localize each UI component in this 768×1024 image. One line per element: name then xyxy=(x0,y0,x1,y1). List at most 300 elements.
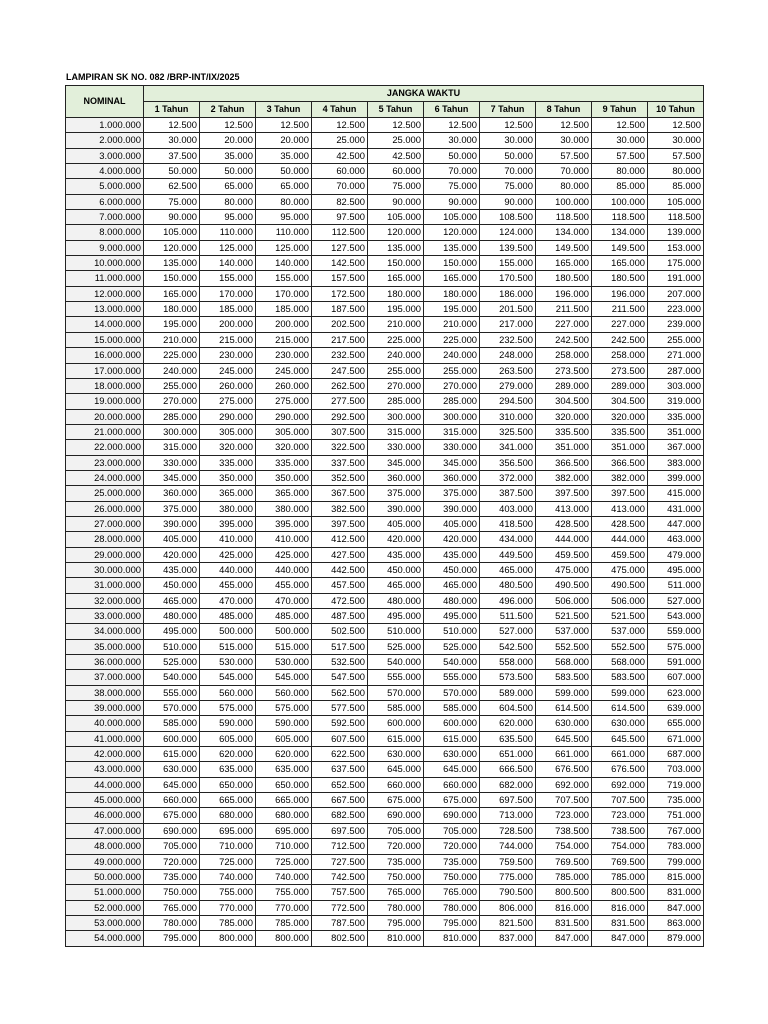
fee-cell: 511.500 xyxy=(480,609,536,624)
fee-cell: 521.500 xyxy=(592,609,648,624)
fee-cell: 725.000 xyxy=(200,854,256,869)
fee-cell: 90.000 xyxy=(424,194,480,209)
fee-cell: 558.000 xyxy=(480,655,536,670)
nominal-cell: 41.000.000 xyxy=(66,731,144,746)
fee-cell: 351.000 xyxy=(648,424,704,439)
fee-cell: 273.500 xyxy=(536,363,592,378)
nominal-cell: 30.000.000 xyxy=(66,562,144,577)
fee-cell: 277.500 xyxy=(312,394,368,409)
fee-cell: 810.000 xyxy=(368,931,424,946)
fee-cell: 487.500 xyxy=(312,609,368,624)
fee-cell: 367.000 xyxy=(648,440,704,455)
table-row xyxy=(66,118,704,133)
fee-cell: 57.500 xyxy=(592,148,648,163)
fee-cell: 335.000 xyxy=(648,409,704,424)
fee-cell: 242.500 xyxy=(592,332,648,347)
nominal-cell: 29.000.000 xyxy=(66,547,144,562)
fee-cell: 562.500 xyxy=(312,685,368,700)
fee-cell: 506.000 xyxy=(536,593,592,608)
fee-cell: 506.000 xyxy=(592,593,648,608)
fee-cell: 435.000 xyxy=(424,547,480,562)
column-header: 3 Tahun xyxy=(256,102,312,118)
fee-cell: 30.000 xyxy=(592,133,648,148)
fee-cell: 263.500 xyxy=(480,363,536,378)
fee-cell: 150.000 xyxy=(144,271,200,286)
fee-cell: 615.000 xyxy=(424,731,480,746)
fee-cell: 97.500 xyxy=(312,210,368,225)
fee-cell: 170.500 xyxy=(480,271,536,286)
fee-cell: 248.000 xyxy=(480,348,536,363)
fee-cell: 410.000 xyxy=(200,532,256,547)
fee-cell: 108.500 xyxy=(480,210,536,225)
fee-cell: 583.500 xyxy=(536,670,592,685)
fee-cell: 195.000 xyxy=(368,302,424,317)
fee-cell: 305.000 xyxy=(200,424,256,439)
fee-cell: 515.000 xyxy=(200,639,256,654)
fee-cell: 420.000 xyxy=(424,532,480,547)
table-row xyxy=(66,900,704,915)
fee-cell: 35.000 xyxy=(200,148,256,163)
fee-cell: 60.000 xyxy=(368,164,424,179)
fee-cell: 480.500 xyxy=(480,578,536,593)
fee-cell: 300.000 xyxy=(144,424,200,439)
fee-cell: 211.500 xyxy=(536,302,592,317)
fee-cell: 390.000 xyxy=(144,516,200,531)
table-row xyxy=(66,701,704,716)
fee-cell: 660.000 xyxy=(144,793,200,808)
fee-cell: 552.500 xyxy=(536,639,592,654)
nominal-cell: 40.000.000 xyxy=(66,716,144,731)
fee-cell: 30.000 xyxy=(144,133,200,148)
nominal-cell: 5.000.000 xyxy=(66,179,144,194)
fee-cell: 440.000 xyxy=(256,562,312,577)
fee-cell: 525.000 xyxy=(368,639,424,654)
document-title: LAMPIRAN SK NO. 082 /BRP-INT/IX/2025 xyxy=(66,72,240,82)
fee-cell: 675.000 xyxy=(368,793,424,808)
table-row xyxy=(66,256,704,271)
fee-cell: 325.500 xyxy=(480,424,536,439)
fee-cell: 345.000 xyxy=(144,470,200,485)
fee-cell: 75.000 xyxy=(144,194,200,209)
fee-cell: 380.000 xyxy=(256,501,312,516)
nominal-cell: 53.000.000 xyxy=(66,915,144,930)
fee-cell: 510.000 xyxy=(368,624,424,639)
fee-cell: 599.000 xyxy=(592,685,648,700)
fee-cell: 350.000 xyxy=(200,470,256,485)
fee-cell: 50.000 xyxy=(424,148,480,163)
fee-cell: 800.000 xyxy=(200,931,256,946)
fee-cell: 351.000 xyxy=(592,440,648,455)
fee-cell: 680.000 xyxy=(256,808,312,823)
fee-table xyxy=(65,85,704,947)
table-row xyxy=(66,133,704,148)
fee-cell: 215.000 xyxy=(256,332,312,347)
column-header: 4 Tahun xyxy=(312,102,368,118)
nominal-cell: 15.000.000 xyxy=(66,332,144,347)
fee-cell: 105.000 xyxy=(368,210,424,225)
fee-cell: 258.000 xyxy=(536,348,592,363)
table-row xyxy=(66,210,704,225)
table-row xyxy=(66,409,704,424)
nominal-cell: 39.000.000 xyxy=(66,701,144,716)
nominal-cell: 52.000.000 xyxy=(66,900,144,915)
fee-cell: 480.000 xyxy=(144,609,200,624)
fee-cell: 537.000 xyxy=(592,624,648,639)
table-row xyxy=(66,271,704,286)
fee-cell: 275.000 xyxy=(256,394,312,409)
table-row xyxy=(66,394,704,409)
nominal-cell: 42.000.000 xyxy=(66,747,144,762)
fee-cell: 12.500 xyxy=(312,118,368,133)
fee-cell: 705.000 xyxy=(424,823,480,838)
fee-cell: 751.000 xyxy=(648,808,704,823)
fee-cell: 50.000 xyxy=(144,164,200,179)
fee-cell: 42.500 xyxy=(312,148,368,163)
fee-cell: 57.500 xyxy=(536,148,592,163)
fee-cell: 12.500 xyxy=(648,118,704,133)
fee-cell: 210.000 xyxy=(368,317,424,332)
fee-cell: 660.000 xyxy=(424,777,480,792)
fee-cell: 831.500 xyxy=(592,915,648,930)
fee-cell: 770.000 xyxy=(200,900,256,915)
fee-cell: 240.000 xyxy=(368,348,424,363)
fee-cell: 12.500 xyxy=(368,118,424,133)
fee-cell: 769.500 xyxy=(536,854,592,869)
nominal-cell: 37.000.000 xyxy=(66,670,144,685)
fee-cell: 207.000 xyxy=(648,286,704,301)
table-row xyxy=(66,731,704,746)
fee-cell: 294.500 xyxy=(480,394,536,409)
fee-cell: 320.000 xyxy=(592,409,648,424)
nominal-cell: 2.000.000 xyxy=(66,133,144,148)
fee-cell: 165.000 xyxy=(536,256,592,271)
fee-cell: 661.000 xyxy=(592,747,648,762)
fee-cell: 240.000 xyxy=(424,348,480,363)
table-row xyxy=(66,363,704,378)
fee-cell: 500.000 xyxy=(200,624,256,639)
table-row xyxy=(66,286,704,301)
fee-cell: 735.000 xyxy=(144,869,200,884)
fee-cell: 180.000 xyxy=(368,286,424,301)
fee-cell: 125.000 xyxy=(200,240,256,255)
fee-cell: 315.000 xyxy=(368,424,424,439)
fee-cell: 170.000 xyxy=(256,286,312,301)
fee-cell: 25.000 xyxy=(312,133,368,148)
fee-cell: 42.500 xyxy=(368,148,424,163)
fee-cell: 620.000 xyxy=(200,747,256,762)
fee-cell: 590.000 xyxy=(256,716,312,731)
fee-cell: 690.000 xyxy=(424,808,480,823)
table-row xyxy=(66,762,704,777)
fee-cell: 12.500 xyxy=(536,118,592,133)
fee-cell: 727.500 xyxy=(312,854,368,869)
fee-cell: 496.000 xyxy=(480,593,536,608)
fee-cell: 630.000 xyxy=(144,762,200,777)
fee-cell: 80.000 xyxy=(256,194,312,209)
fee-cell: 465.000 xyxy=(144,593,200,608)
fee-cell: 140.000 xyxy=(256,256,312,271)
fee-cell: 165.000 xyxy=(368,271,424,286)
fee-cell: 780.000 xyxy=(144,915,200,930)
fee-cell: 350.000 xyxy=(256,470,312,485)
fee-cell: 744.000 xyxy=(480,839,536,854)
fee-cell: 195.000 xyxy=(424,302,480,317)
table-row xyxy=(66,747,704,762)
term-group-header: JANGKA WAKTU xyxy=(144,86,704,102)
fee-cell: 360.000 xyxy=(144,486,200,501)
fee-cell: 232.500 xyxy=(480,332,536,347)
nominal-cell: 14.000.000 xyxy=(66,317,144,332)
fee-cell: 337.500 xyxy=(312,455,368,470)
fee-cell: 675.000 xyxy=(424,793,480,808)
nominal-cell: 3.000.000 xyxy=(66,148,144,163)
fee-cell: 738.500 xyxy=(592,823,648,838)
table-row xyxy=(66,885,704,900)
fee-cell: 652.500 xyxy=(312,777,368,792)
fee-cell: 676.500 xyxy=(592,762,648,777)
fee-cell: 70.000 xyxy=(312,179,368,194)
fee-cell: 320.000 xyxy=(536,409,592,424)
fee-cell: 90.000 xyxy=(144,210,200,225)
fee-cell: 527.000 xyxy=(648,593,704,608)
fee-cell: 707.500 xyxy=(592,793,648,808)
fee-cell: 372.000 xyxy=(480,470,536,485)
fee-cell: 134.000 xyxy=(592,225,648,240)
fee-cell: 837.000 xyxy=(480,931,536,946)
fee-cell: 319.000 xyxy=(648,394,704,409)
fee-cell: 289.000 xyxy=(592,378,648,393)
table-row xyxy=(66,593,704,608)
fee-cell: 242.500 xyxy=(536,332,592,347)
table-row xyxy=(66,164,704,179)
fee-cell: 390.000 xyxy=(424,501,480,516)
fee-cell: 180.000 xyxy=(424,286,480,301)
table-row xyxy=(66,378,704,393)
fee-cell: 591.000 xyxy=(648,655,704,670)
fee-cell: 245.000 xyxy=(200,363,256,378)
fee-cell: 459.500 xyxy=(592,547,648,562)
fee-cell: 660.000 xyxy=(368,777,424,792)
nominal-cell: 23.000.000 xyxy=(66,455,144,470)
fee-cell: 100.000 xyxy=(592,194,648,209)
fee-cell: 275.000 xyxy=(200,394,256,409)
fee-cell: 201.500 xyxy=(480,302,536,317)
fee-cell: 200.000 xyxy=(200,317,256,332)
fee-cell: 442.500 xyxy=(312,562,368,577)
fee-cell: 95.000 xyxy=(200,210,256,225)
fee-cell: 245.000 xyxy=(256,363,312,378)
fee-cell: 210.000 xyxy=(144,332,200,347)
fee-cell: 304.500 xyxy=(592,394,648,409)
fee-cell: 75.000 xyxy=(480,179,536,194)
fee-cell: 785.000 xyxy=(536,869,592,884)
fee-cell: 455.000 xyxy=(256,578,312,593)
fee-cell: 604.500 xyxy=(480,701,536,716)
nominal-cell: 46.000.000 xyxy=(66,808,144,823)
fee-cell: 120.000 xyxy=(424,225,480,240)
fee-cell: 757.500 xyxy=(312,885,368,900)
fee-cell: 543.000 xyxy=(648,609,704,624)
nominal-cell: 51.000.000 xyxy=(66,885,144,900)
fee-cell: 330.000 xyxy=(424,440,480,455)
table-row xyxy=(66,670,704,685)
table-row xyxy=(66,685,704,700)
fee-cell: 810.000 xyxy=(424,931,480,946)
fee-cell: 815.000 xyxy=(648,869,704,884)
fee-cell: 614.500 xyxy=(592,701,648,716)
fee-cell: 555.000 xyxy=(424,670,480,685)
fee-cell: 118.500 xyxy=(536,210,592,225)
fee-cell: 335.500 xyxy=(536,424,592,439)
fee-cell: 195.000 xyxy=(144,317,200,332)
fee-cell: 540.000 xyxy=(424,655,480,670)
fee-cell: 517.500 xyxy=(312,639,368,654)
fee-cell: 573.500 xyxy=(480,670,536,685)
fee-cell: 600.000 xyxy=(144,731,200,746)
fee-cell: 90.000 xyxy=(368,194,424,209)
table-row xyxy=(66,609,704,624)
fee-cell: 285.000 xyxy=(144,409,200,424)
fee-cell: 292.500 xyxy=(312,409,368,424)
fee-cell: 345.000 xyxy=(368,455,424,470)
fee-cell: 375.000 xyxy=(144,501,200,516)
fee-cell: 431.000 xyxy=(648,501,704,516)
fee-cell: 287.000 xyxy=(648,363,704,378)
nominal-cell: 45.000.000 xyxy=(66,793,144,808)
fee-cell: 165.000 xyxy=(592,256,648,271)
fee-cell: 139.000 xyxy=(648,225,704,240)
fee-cell: 463.000 xyxy=(648,532,704,547)
fee-cell: 345.000 xyxy=(424,455,480,470)
fee-cell: 560.000 xyxy=(256,685,312,700)
table-body xyxy=(66,118,704,947)
fee-cell: 330.000 xyxy=(368,440,424,455)
table-row xyxy=(66,225,704,240)
fee-cell: 863.000 xyxy=(648,915,704,930)
fee-cell: 172.500 xyxy=(312,286,368,301)
fee-cell: 375.000 xyxy=(424,486,480,501)
fee-cell: 795.000 xyxy=(368,915,424,930)
fee-cell: 365.000 xyxy=(200,486,256,501)
fee-cell: 651.000 xyxy=(480,747,536,762)
nominal-cell: 36.000.000 xyxy=(66,655,144,670)
fee-cell: 135.000 xyxy=(144,256,200,271)
fee-cell: 585.000 xyxy=(144,716,200,731)
fee-cell: 320.000 xyxy=(200,440,256,455)
fee-cell: 285.000 xyxy=(368,394,424,409)
fee-cell: 180.500 xyxy=(536,271,592,286)
column-header: 10 Tahun xyxy=(648,102,704,118)
fee-cell: 800.500 xyxy=(536,885,592,900)
nominal-cell: 33.000.000 xyxy=(66,609,144,624)
fee-cell: 735.000 xyxy=(648,793,704,808)
fee-cell: 847.000 xyxy=(648,900,704,915)
fee-cell: 20.000 xyxy=(256,133,312,148)
fee-cell: 135.000 xyxy=(424,240,480,255)
fee-cell: 57.500 xyxy=(648,148,704,163)
fee-cell: 25.000 xyxy=(368,133,424,148)
fee-cell: 790.500 xyxy=(480,885,536,900)
fee-cell: 225.000 xyxy=(144,348,200,363)
fee-cell: 260.000 xyxy=(256,378,312,393)
fee-cell: 769.500 xyxy=(592,854,648,869)
table-row xyxy=(66,179,704,194)
fee-cell: 186.000 xyxy=(480,286,536,301)
nominal-cell: 34.000.000 xyxy=(66,624,144,639)
fee-cell: 80.000 xyxy=(200,194,256,209)
fee-cell: 479.000 xyxy=(648,547,704,562)
fee-cell: 157.500 xyxy=(312,271,368,286)
fee-cell: 599.000 xyxy=(536,685,592,700)
fee-cell: 559.000 xyxy=(648,624,704,639)
fee-cell: 465.000 xyxy=(480,562,536,577)
fee-cell: 605.000 xyxy=(200,731,256,746)
fee-cell: 110.000 xyxy=(200,225,256,240)
fee-cell: 124.000 xyxy=(480,225,536,240)
table-row xyxy=(66,194,704,209)
fee-cell: 12.500 xyxy=(200,118,256,133)
fee-cell: 260.000 xyxy=(200,378,256,393)
nominal-cell: 44.000.000 xyxy=(66,777,144,792)
nominal-cell: 17.000.000 xyxy=(66,363,144,378)
fee-cell: 412.500 xyxy=(312,532,368,547)
fee-cell: 821.500 xyxy=(480,915,536,930)
nominal-cell: 12.000.000 xyxy=(66,286,144,301)
nominal-cell: 20.000.000 xyxy=(66,409,144,424)
fee-cell: 765.000 xyxy=(144,900,200,915)
fee-cell: 555.000 xyxy=(368,670,424,685)
fee-cell: 607.500 xyxy=(312,731,368,746)
fee-cell: 170.000 xyxy=(200,286,256,301)
fee-cell: 215.000 xyxy=(200,332,256,347)
fee-cell: 470.000 xyxy=(256,593,312,608)
nominal-cell: 7.000.000 xyxy=(66,210,144,225)
fee-cell: 806.000 xyxy=(480,900,536,915)
nominal-cell: 28.000.000 xyxy=(66,532,144,547)
fee-cell: 135.000 xyxy=(368,240,424,255)
fee-cell: 650.000 xyxy=(256,777,312,792)
fee-cell: 12.500 xyxy=(424,118,480,133)
fee-cell: 382.000 xyxy=(536,470,592,485)
fee-cell: 630.000 xyxy=(368,747,424,762)
fee-cell: 290.000 xyxy=(256,409,312,424)
fee-cell: 725.000 xyxy=(256,854,312,869)
fee-cell: 12.500 xyxy=(144,118,200,133)
fee-cell: 532.500 xyxy=(312,655,368,670)
nominal-cell: 8.000.000 xyxy=(66,225,144,240)
fee-cell: 110.000 xyxy=(256,225,312,240)
fee-cell: 227.000 xyxy=(592,317,648,332)
table-row xyxy=(66,501,704,516)
column-header: 1 Tahun xyxy=(144,102,200,118)
fee-cell: 149.500 xyxy=(536,240,592,255)
nominal-cell: 10.000.000 xyxy=(66,256,144,271)
fee-cell: 434.000 xyxy=(480,532,536,547)
nominal-cell: 35.000.000 xyxy=(66,639,144,654)
fee-cell: 637.500 xyxy=(312,762,368,777)
fee-cell: 589.000 xyxy=(480,685,536,700)
fee-cell: 605.000 xyxy=(256,731,312,746)
fee-cell: 390.000 xyxy=(368,501,424,516)
fee-cell: 600.000 xyxy=(368,716,424,731)
fee-cell: 289.000 xyxy=(536,378,592,393)
fee-cell: 600.000 xyxy=(424,716,480,731)
fee-cell: 475.000 xyxy=(592,562,648,577)
fee-cell: 420.000 xyxy=(368,532,424,547)
fee-cell: 615.000 xyxy=(144,747,200,762)
fee-cell: 592.500 xyxy=(312,716,368,731)
table-row xyxy=(66,455,704,470)
